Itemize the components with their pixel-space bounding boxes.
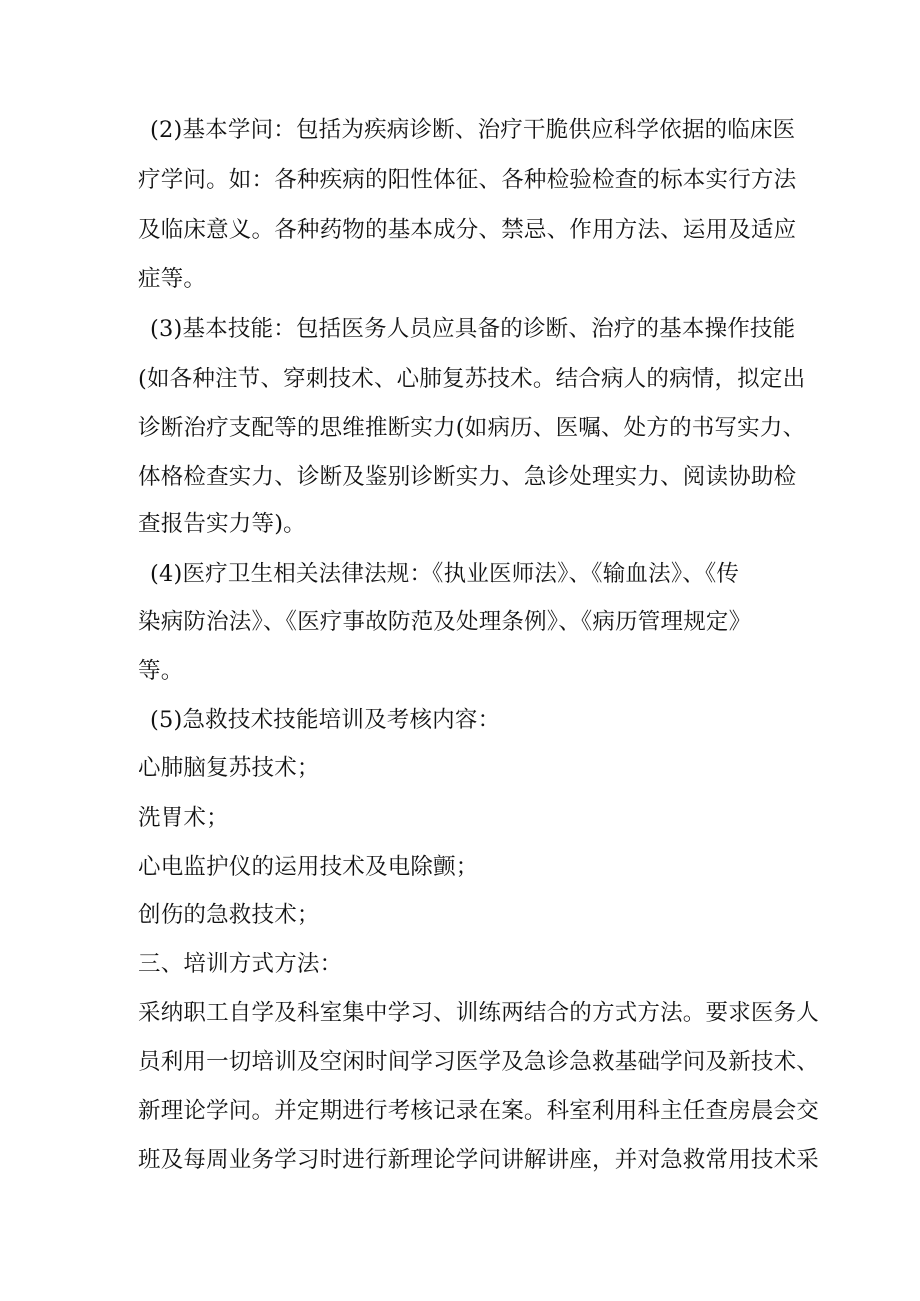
- text-line: 疗学问。如：各种疾病的阳性体征、各种检验检查的标本实行方法: [138, 167, 797, 193]
- text-line: 心肺脑复苏技术；: [138, 755, 320, 781]
- text-line: (如各种注节、穿刺技术、心肺复苏技术。结合病人的病情，拟定出: [138, 366, 806, 392]
- text-line: 诊断治疗支配等的思维推断实力(如病历、医嘱、处方的书写实力、: [138, 415, 806, 441]
- text-line: 创伤的急救技术；: [138, 902, 320, 928]
- text-line: 及临床意义。各种药物的基本成分、禁忌、作用方法、运用及适应: [138, 217, 797, 243]
- text-line: 查报告实力等)。: [138, 511, 306, 537]
- text-line: (3)基本技能：包括医务人员应具备的诊断、治疗的基本操作技能: [150, 316, 796, 342]
- section-heading: 三、培训方式方法：: [138, 951, 343, 977]
- text-line: (5)急救技术技能培训及考核内容：: [150, 707, 501, 733]
- text-line: 体格检查实力、诊断及鉴别诊断实力、急诊处理实力、阅读协助检: [138, 464, 797, 490]
- text-line: 等。: [138, 658, 184, 684]
- text-line: 洗胃术；: [138, 805, 229, 831]
- text-line: 采纳职工自学及科室集中学习、训练两结合的方式方法。要求医务人: [138, 1000, 820, 1026]
- text-line: 新理论学问。并定期进行考核记录在案。科室利用科主任查房晨会交: [138, 1098, 820, 1124]
- text-line: 员利用一切培训及空闲时间学习医学及急诊急救基础学问及新技术、: [138, 1049, 820, 1075]
- text-line: 染病防治法》、《医疗事故防范及处理条例》、《病历管理规定》: [138, 609, 752, 635]
- text-line: 班及每周业务学习时进行新理论学问讲解讲座，并对急救常用技术采: [138, 1147, 820, 1173]
- text-line: 心电监护仪的运用技术及电除颤；: [138, 854, 479, 880]
- text-line: (2)基本学问：包括为疾病诊断、治疗干脆供应科学依据的临床医: [150, 117, 796, 143]
- text-line: 症等。: [138, 266, 207, 292]
- text-line: (4)医疗卫生相关法律法规：《执业医师法》、《输血法》、《传: [150, 561, 740, 587]
